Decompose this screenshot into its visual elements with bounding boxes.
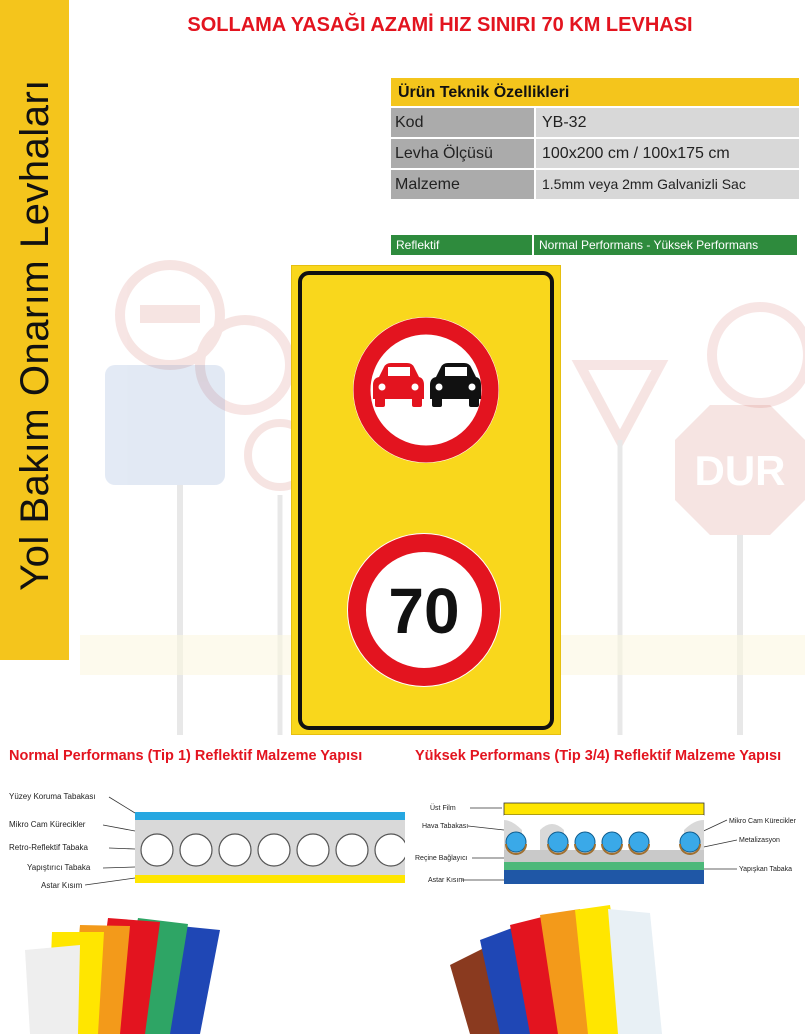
layer-label: Mikro Cam Kürecikler	[9, 820, 86, 829]
page-title: SOLLAMA YASAĞI AZAMİ HIZ SINIRI 70 KM LEVHASI	[187, 14, 693, 36]
high-performance-diagram	[412, 790, 810, 895]
normal-performance-diagram	[5, 785, 405, 895]
spec-key: Levha Ölçüsü	[391, 139, 534, 168]
reflective-value: Normal Performans - Yüksek Performans	[534, 235, 797, 255]
normal-performance-title: Normal Performans (Tip 1) Reflektif Malzeme Yapısı	[9, 748, 363, 764]
reflective-key: Reflektif	[391, 235, 532, 255]
normal-reflective-swatches	[20, 910, 245, 1034]
speed-limit-sign	[347, 533, 501, 687]
no-overtaking-sign	[353, 317, 499, 463]
spec-row	[391, 139, 799, 168]
layer-label: Mikro Cam Kürecikler	[729, 818, 796, 825]
high-reflective-swatches	[440, 905, 670, 1034]
layer-label: Astar Kısım	[41, 881, 83, 890]
side-vertical-label: Yol Bakım Onarım Levhaları	[13, 79, 57, 591]
layer-label: Üst Film	[430, 805, 456, 812]
background-stop-text: DUR	[694, 447, 786, 494]
layer-label: Astar Kısım	[428, 877, 465, 884]
layer-label: Yapışkan Tabaka	[739, 866, 793, 873]
spec-row	[391, 170, 799, 199]
speed-limit-value: 70	[388, 575, 460, 647]
layer-label: Retro-Reflektif Tabaka	[9, 843, 88, 852]
high-performance-title: Yüksek Performans (Tip 3/4) Reflektif Malzeme Yapısı	[415, 748, 782, 764]
layer-label: Yapıştırıcı Tabaka	[27, 863, 91, 872]
spec-value: 100x200 cm / 100x175 cm	[536, 139, 799, 168]
reflective-row	[391, 235, 797, 255]
layer-label: Yüzey Koruma Tabakası	[9, 792, 96, 801]
layer-label: Metalizasyon	[739, 837, 780, 844]
spec-key: Malzeme	[391, 170, 534, 199]
spec-table	[391, 78, 799, 201]
spec-value: YB-32	[536, 108, 799, 137]
spec-table-heading: Ürün Teknik Özellikleri	[391, 78, 799, 108]
layer-label: Hava Tabakası	[422, 823, 469, 830]
main-road-sign	[291, 265, 561, 735]
spec-key: Kod	[391, 108, 534, 137]
spec-row	[391, 108, 799, 137]
layer-label: Reçine Bağlayıcı	[415, 855, 468, 862]
spec-value: 1.5mm veya 2mm Galvanizli Sac	[536, 170, 799, 199]
